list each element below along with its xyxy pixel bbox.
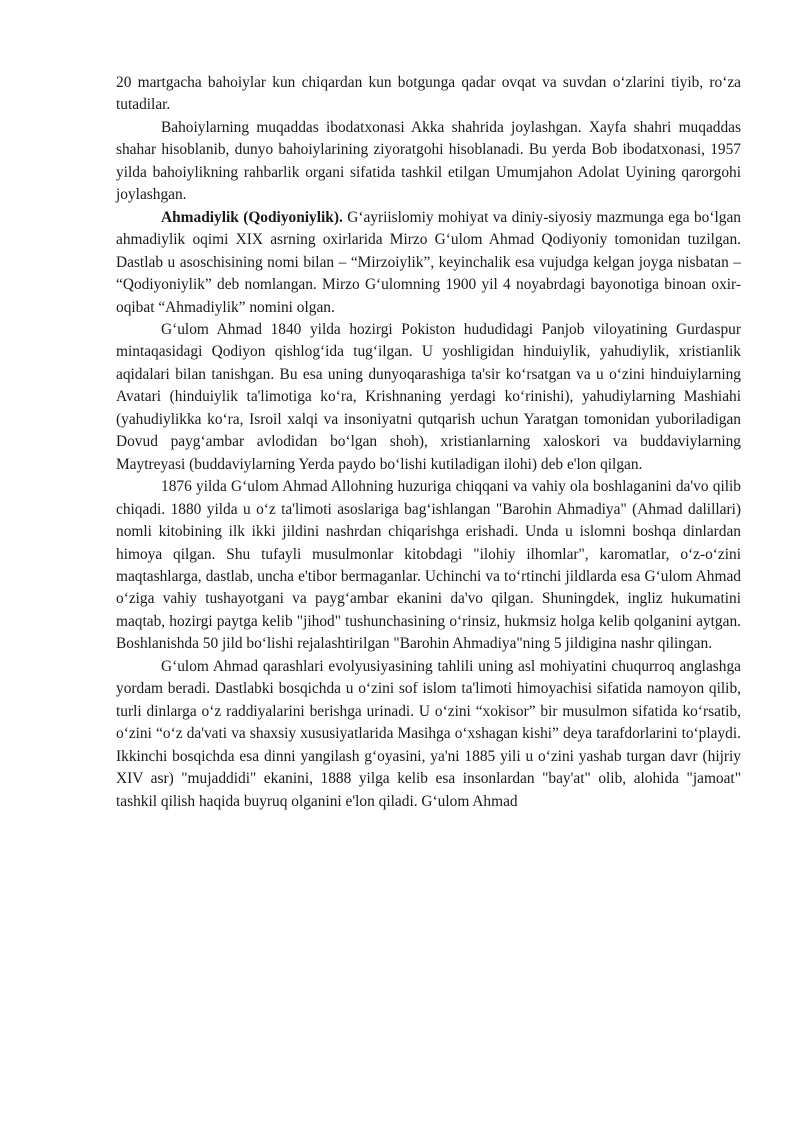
paragraph-bahai-temple [116, 117, 741, 207]
section-term: Ahmadiylik (Qodiyoniylik). [161, 208, 343, 226]
paragraph-ghulam-ahmad-birth [116, 319, 741, 476]
paragraph-text: 1876 yilda Gʻulom Ahmad Allohning huzuriga chiqqani va vahiy ola boshlaganini da'vo qilib chiqadi. 1880 yilda u oʻz ta'limoti asoslariga bagʻishlangan "Barohin Ahmadiya" (Ahmad dalillari) nomli kitobining ilk ikki jildini nashrdan chiqarishga erishadi. Unda u islomni boshqa dinlardan himoya qilgan. Shu tufayli musulmonlar kitobdagi "ilohiy ilhomlar", karomatlar, oʻz-oʻzini maqtashlarga, dastlab, uncha e'tibor bermaganlar. Uchinchi va toʻrtinchi jildlarda esa Gʻulom Ahmad oʻziga vahiy tushayotgani va paygʻambar ekanini da'vo qilgan. Shuningdek, ingliz hukumatini maqtab, hozirgi paytga kelib "jihod" tushunchasining oʻrinsiz, hukmsiz holga kelib qolganini aytgan. Boshlanishda 50 jild boʻlishi rejalashtirilgan "Barohin Ahmadiya"ning 5 jildigina nashr qilingan. [116, 478, 741, 653]
paragraph-continuation [116, 72, 741, 117]
paragraph-text: Gʻulom Ahmad 1840 yilda hozirgi Pokiston hududidagi Panjob viloyatining Gurdaspur mintaqasidagi Qodiyon qishlogʻida tugʻilgan. U yoshligidan hinduiylik, yahudiylik, xristianlik aqidalari bilan tanishgan. Bu esa uning dunyoqarashiga ta'sir koʻrsatgan va u oʻzini hinduiylarning Avatari (hinduiylik ta'limotiga koʻra, Krishnaning yerdagi koʻrinishi), yahudiylarning Mashiahi (yahudiylikka koʻra, Isroil xalqi va insoniyatni qutqarish uchun Yaratgan tomonidan yuboriladigan Dovud paygʻambar avlodidan boʻlgan shoh), xristianlarning xaloskori va buddaviylarning Maytreyasi (buddaviylarning Yerda paydo boʻlishi kutiladigan ilohi) deb e'lon qilgan. [116, 320, 741, 473]
paragraph-barohin-ahmadiya [116, 476, 741, 656]
paragraph-text: Bahoiylarning muqaddas ibodatxonasi Akka shahrida joylashgan. Xayfa shahri muqaddas shahar hisoblanib, dunyo bahoiylarining ziyoratgohi hisoblanadi. Bu yerda Bob ibodatxonasi, 1957 yilda bahoiylikning rahbarlik organi sifatida tashkil etilgan Umumjahon Adolat Uyining qarorgohi joylashgan. [116, 118, 741, 204]
paragraph-text: Gʻulom Ahmad qarashlari evolyusiyasining tahlili uning asl mohiyatini chuqurroq anglashga yordam beradi. Dastlabki bosqichda u oʻzini sof islom ta'limoti himoyachisi sifatida namoyon qilib, turli dinlarga oʻz raddiyalarini berishga urinadi. U oʻzini “xokisor” bir musulmon sifatida koʻrsatib, oʻzini “oʻz da'vati va shaxsiy xususiyatlarida Masihga oʻxshagan kishi” deya tarafdorlarini toʻplaydi. Ikkinchi bosqichda esa dinni yangilash gʻoyasini, ya'ni 1885 yili u oʻzini yashab turgan davr (hijriy XIV asr) "mujaddidi" ekanini, 1888 yilga kelib esa insonlardan "bay'at" olib, alohida "jamoat" tashkil qilish haqida buyruq olganini e'lon qiladi. Gʻulom Ahmad [116, 657, 741, 810]
paragraph-text: 20 martgacha bahoiylar kun chiqardan kun botgunga qadar ovqat va suvdan oʻzlarini tiyib, roʻza tutadilar. [116, 74, 741, 114]
document-page [116, 72, 741, 813]
paragraph-evolution [116, 656, 741, 813]
paragraph-text: Gʻayriislomiy mohiyat va diniy-siyosiy mazmunga ega boʻlgan ahmadiylik oqimi XIX asrning oxirlarida Mirzo Gʻulom Ahmad Qodiyoniy tomonidan tuzilgan. Dastlab u asoschisining nomi bilan – “Mirzoiylik”, keyinchalik esa vujudga kelgan joyga nisbatan – “Qodiyoniylik” deb nomlangan. Mirzo Gʻulomning 1900 yil 4 noyabrdagi bayonotiga binoan oxir-oqibat “Ahmadiylik” nomini olgan. [116, 208, 741, 316]
paragraph-ahmadiyya-intro [116, 207, 741, 319]
